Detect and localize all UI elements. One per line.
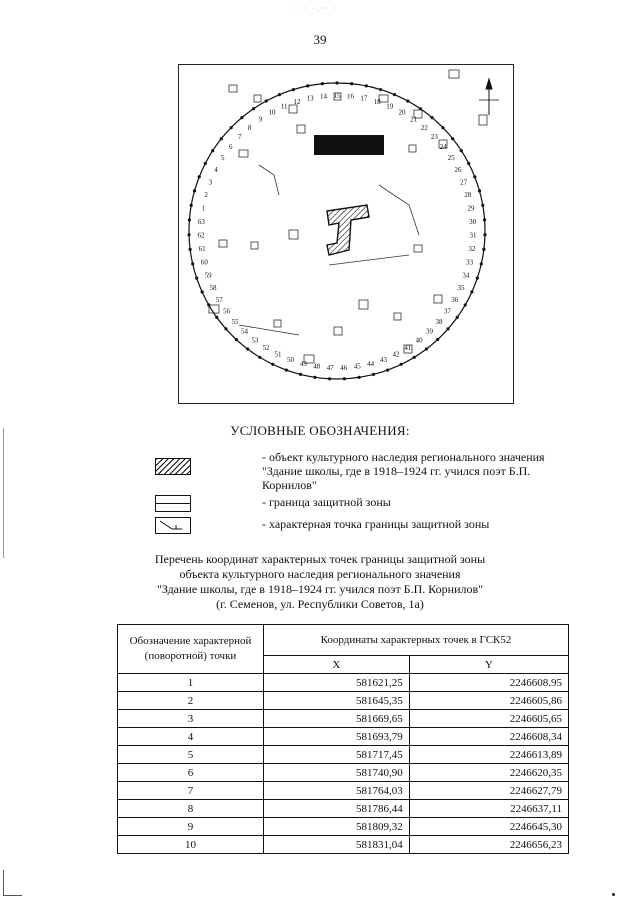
boundary-point-label: 23 [430, 133, 438, 141]
cell-point: 8 [118, 800, 264, 818]
hatched-rectangle-icon [155, 458, 191, 475]
boundary-point [425, 347, 428, 350]
cell-y: 2246605,65 [409, 710, 568, 728]
boundary-point-label: 8 [247, 123, 252, 132]
cell-point: 3 [118, 710, 264, 728]
boundary-point-label: 41 [404, 344, 412, 352]
boundary-point-label: 53 [251, 336, 259, 345]
cell-x: 581786,44 [264, 800, 410, 818]
boundary-point-label: 17 [360, 94, 368, 103]
cell-x: 581831,04 [264, 836, 410, 854]
cell-point: 1 [118, 674, 264, 692]
boundary-point [195, 277, 198, 280]
boundary-point [464, 303, 467, 306]
boundary-point [379, 88, 382, 91]
boundary-point [481, 204, 484, 207]
boundary-point-label: 22 [420, 123, 428, 132]
boundary-point [483, 218, 486, 221]
boundary-point [313, 376, 316, 379]
table-row [118, 764, 569, 782]
cell-point: 9 [118, 818, 264, 836]
boundary-point-label: 24 [439, 143, 447, 152]
boundary-point [299, 373, 302, 376]
boundary-point [393, 93, 396, 96]
boundary-point [190, 204, 193, 207]
boundary-point [467, 162, 470, 165]
boundary-point-label: 20 [398, 108, 406, 117]
boundary-point-label: 5 [221, 154, 225, 163]
boundary-point [456, 316, 459, 319]
boundary-point [431, 116, 434, 119]
boundary-point [271, 363, 274, 366]
cell-y: 2246645,30 [409, 818, 568, 836]
cell-x: 581809,32 [264, 818, 410, 836]
table-row [118, 710, 569, 728]
boundary-point-label: 37 [443, 307, 451, 316]
boundary-point [230, 126, 233, 129]
boundary-point [446, 327, 449, 330]
cell-y: 2246627,79 [409, 782, 568, 800]
boundary-point-label: 47 [326, 363, 334, 372]
boundary-point [350, 82, 353, 85]
boundary-point-label: 49 [299, 359, 307, 368]
boundary-point-label: 1 [201, 204, 205, 213]
table-row [118, 692, 569, 710]
boundary-point [265, 99, 268, 102]
zone-boundary-line-icon [155, 495, 191, 512]
boundary-point-label: 58 [209, 283, 217, 292]
boundary-point-label: 21 [410, 115, 418, 124]
legend-title: УСЛОВНЫЕ ОБОЗНАЧЕНИЯ: [230, 423, 410, 438]
boundary-point-label: 4 [214, 166, 218, 174]
boundary-point-label: 15 [333, 92, 341, 100]
cell-point: 5 [118, 746, 264, 764]
boundary-point-label: 6 [228, 143, 233, 152]
boundary-point [335, 81, 338, 84]
cell-y: 2246620,35 [409, 764, 568, 782]
boundary-point-label: 26 [454, 166, 462, 174]
boundary-point [400, 363, 403, 366]
north-arrow-icon [479, 79, 499, 115]
boundary-point [220, 137, 223, 140]
boundary-point-label: 39 [426, 327, 433, 336]
boundary-point-label: 59 [204, 271, 212, 280]
cell-x: 581740,90 [264, 764, 410, 782]
boundary-point [480, 262, 483, 265]
col-header-y: Y [409, 656, 568, 674]
boundary-point-label: 2 [204, 191, 208, 200]
boundary-point-label: 45 [353, 362, 361, 371]
protection-zone-boundary [187, 81, 486, 380]
boundary-point [358, 376, 361, 379]
boundary-point [193, 189, 196, 192]
boundary-point-label: 61 [198, 244, 206, 253]
boundary-point-label: 42 [392, 350, 400, 359]
boundary-point [240, 116, 243, 119]
boundary-point [386, 369, 389, 372]
cell-x: 581669,65 [264, 710, 410, 728]
boundary-point [187, 233, 190, 236]
boundary-point [482, 248, 485, 251]
boundary-point [198, 175, 201, 178]
boundary-point-label: 60 [200, 258, 208, 267]
col-header-x: X [264, 656, 410, 674]
boundary-point-label: 44 [367, 359, 375, 368]
boundary-point [413, 356, 416, 359]
scan-edge-corner [3, 870, 22, 896]
protection-zone-map [178, 64, 514, 404]
cell-point: 4 [118, 728, 264, 746]
boundary-point [441, 126, 444, 129]
boundary-point-label: 28 [464, 191, 472, 200]
cell-y: 2246608,34 [409, 728, 568, 746]
boundary-point [285, 369, 288, 372]
table-row [118, 836, 569, 854]
boundary-point-label: 10 [268, 108, 276, 117]
boundary-point [188, 218, 191, 221]
cell-x: 581621,25 [264, 674, 410, 692]
boundary-point-label: 31 [469, 231, 477, 240]
boundary-point [215, 316, 218, 319]
boundary-point-label: 48 [313, 362, 321, 371]
boundary-point-label: 34 [462, 271, 470, 280]
boundary-point-label: 63 [197, 217, 205, 226]
boundary-point-label: 36 [451, 296, 459, 304]
caption-line: "Здание школы, где в 1918–1924 гг. учился поэт Б.П. Корнилов" [156, 582, 484, 596]
cell-y: 2246608.95 [409, 674, 568, 692]
boundary-point-label: 33 [466, 258, 474, 267]
boundary-point [406, 99, 409, 102]
coordinates-table [117, 624, 569, 854]
boundary-point [419, 107, 422, 110]
col-header-coords: Координаты характерных точек в ГСК52 [264, 625, 569, 656]
boundary-point-label: 35 [457, 283, 465, 292]
boundary-point [191, 262, 194, 265]
boundary-point [278, 93, 281, 96]
boundary-point [235, 338, 238, 341]
legend-item-heritage-object: - объект культурного наследия регионального значения "Здание школы, где в 1918–1924 гг. учился поэт Б.П. Корнилов" [262, 450, 545, 492]
boundary-point-label: 51 [274, 350, 282, 359]
map-drawing [179, 65, 513, 403]
boundary-point-label: 3 [208, 178, 213, 187]
scan-dot [612, 893, 615, 896]
boundary-point [207, 303, 210, 306]
boundary-point [476, 277, 479, 280]
boundary-point-label: 7 [237, 133, 242, 141]
boundary-point [478, 189, 481, 192]
boundary-point-label: 46 [340, 363, 348, 372]
boundary-point [258, 356, 261, 359]
boundary-point-label: 25 [447, 154, 455, 163]
boundary-point-label: 40 [415, 336, 423, 345]
boundary-point-label: 43 [380, 355, 387, 364]
cell-x: 581693,79 [264, 728, 410, 746]
boundary-point-label: 18 [373, 98, 381, 106]
table-row [118, 674, 569, 692]
boundary-point [436, 338, 439, 341]
boundary-point [365, 84, 368, 87]
table-row [118, 728, 569, 746]
scan-mark: · ·· ·.·· · [290, 4, 339, 13]
cell-x: 581764,03 [264, 782, 410, 800]
caption-line: (г. Семенов, ул. Республики Советов, 1а) [216, 597, 424, 611]
boundary-point [451, 137, 454, 140]
boundary-point [343, 377, 346, 380]
cell-point: 6 [118, 764, 264, 782]
table-row [118, 800, 569, 818]
boundary-point-label: 54 [241, 327, 248, 336]
boundary-point-label: 32 [468, 244, 476, 253]
boundary-point [328, 377, 331, 380]
boundary-point-label: 30 [469, 217, 477, 226]
boundary-point-label: 13 [306, 94, 314, 103]
caption-line: объекта культурного наследия регионального значения [179, 567, 461, 581]
boundary-point [372, 373, 375, 376]
boundary-point [460, 149, 463, 152]
boundary-point-label: 38 [435, 318, 443, 326]
legend-item-zone-boundary: - граница защитной зоны [262, 495, 391, 509]
caption-line: Перечень координат характерных точек границы защитной зоны [154, 552, 486, 566]
cell-y: 2246613,89 [409, 746, 568, 764]
boundary-point [246, 347, 249, 350]
table-row [118, 818, 569, 836]
cell-y: 2246637,11 [409, 800, 568, 818]
characteristic-point-icon [155, 517, 191, 534]
cell-point: 10 [118, 836, 264, 854]
table-row [118, 782, 569, 800]
table-row [118, 746, 569, 764]
boundary-point-label: 27 [460, 178, 468, 187]
boundary-point-label: 55 [231, 318, 239, 326]
boundary-point [189, 248, 192, 251]
boundary-point-label: 12 [293, 98, 301, 106]
boundary-point [252, 107, 255, 110]
redacted-mark [314, 135, 384, 155]
scan-edge-line [3, 428, 4, 558]
boundary-point [306, 84, 309, 87]
boundary-point-label: 52 [262, 344, 270, 352]
cell-x: 581717,45 [264, 746, 410, 764]
boundary-point-label: 29 [467, 204, 475, 213]
heritage-object-icon [327, 205, 369, 255]
col-header-point: Обозначение характерной (поворотной) точки [118, 625, 264, 674]
cell-x: 581645,35 [264, 692, 410, 710]
boundary-point [483, 233, 486, 236]
boundary-point-label: 19 [386, 102, 394, 111]
table-caption [0, 552, 640, 612]
boundary-point [204, 162, 207, 165]
boundary-point-label: 57 [215, 296, 223, 304]
cell-point: 2 [118, 692, 264, 710]
boundary-point-label: 50 [287, 355, 294, 364]
boundary-point [470, 290, 473, 293]
boundary-point [224, 327, 227, 330]
boundary-point [473, 175, 476, 178]
boundary-point-label: 9 [258, 115, 263, 124]
boundary-point-label: 11 [280, 102, 288, 111]
boundary-point [292, 88, 295, 91]
boundary-point [321, 82, 324, 85]
legend-item-characteristic-point: - характерная точка границы защитной зоны [262, 517, 490, 531]
boundary-point [201, 290, 204, 293]
cell-point: 7 [118, 782, 264, 800]
cell-y: 2246656,23 [409, 836, 568, 854]
boundary-point [211, 149, 214, 152]
boundary-point-label: 16 [347, 92, 354, 101]
cell-y: 2246605,86 [409, 692, 568, 710]
page-number: 39 [313, 32, 327, 47]
boundary-point-label: 14 [320, 92, 327, 101]
boundary-point-label: 56 [223, 307, 231, 316]
boundary-point-label: 62 [197, 231, 205, 240]
